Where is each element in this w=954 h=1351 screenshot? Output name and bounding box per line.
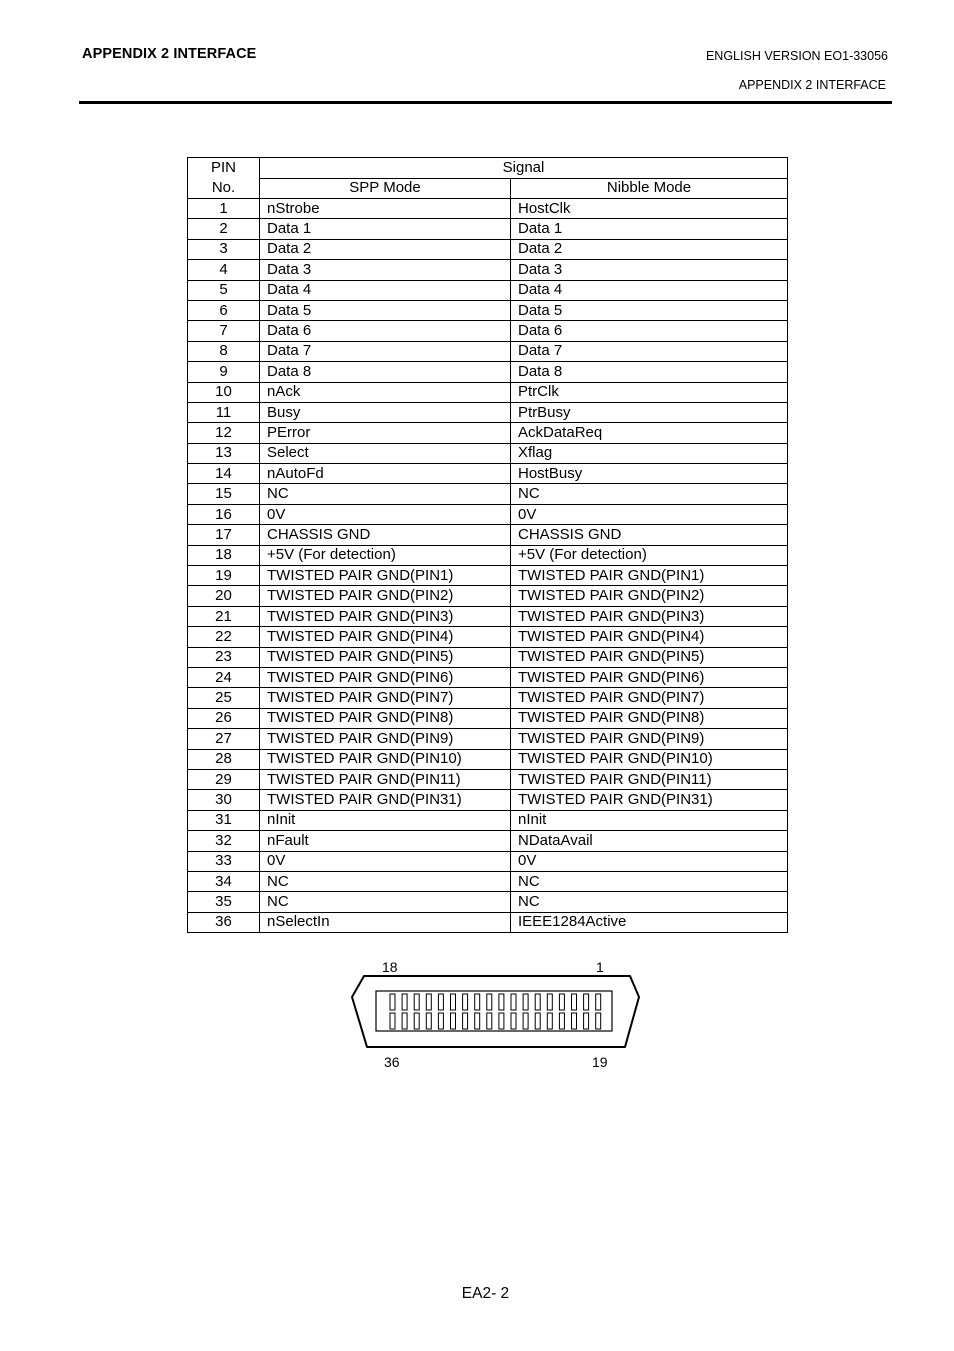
pin-number: 34	[188, 871, 260, 891]
spp-signal: 0V	[260, 851, 511, 871]
header-version: ENGLISH VERSION EO1-33056	[705, 49, 888, 63]
pin-header-line2: No.	[211, 179, 236, 196]
spp-mode-header: SPP Mode	[260, 178, 511, 199]
table-row	[188, 729, 788, 749]
nibble-signal: TWISTED PAIR GND(PIN31)	[511, 790, 788, 810]
spp-signal: CHASSIS GND	[260, 525, 511, 545]
table-row	[188, 545, 788, 565]
spp-signal: TWISTED PAIR GND(PIN31)	[260, 790, 511, 810]
table-row	[188, 851, 788, 871]
spp-signal: TWISTED PAIR GND(PIN2)	[260, 586, 511, 606]
pin-header-line1: PIN	[210, 159, 236, 176]
spp-signal: TWISTED PAIR GND(PIN1)	[260, 566, 511, 586]
table-row	[188, 464, 788, 484]
nibble-signal: TWISTED PAIR GND(PIN6)	[511, 667, 788, 687]
connector-pin-lower	[584, 1013, 589, 1029]
nibble-signal: PtrBusy	[511, 402, 788, 422]
nibble-signal: Xflag	[511, 443, 788, 463]
nibble-signal: TWISTED PAIR GND(PIN7)	[511, 688, 788, 708]
nibble-signal: Data 3	[511, 260, 788, 280]
nibble-signal: PtrClk	[511, 382, 788, 402]
nibble-signal: TWISTED PAIR GND(PIN1)	[511, 566, 788, 586]
pin-number: 10	[188, 382, 260, 402]
pin-number: 23	[188, 647, 260, 667]
nibble-signal: AckDataReq	[511, 423, 788, 443]
spp-signal: nStrobe	[260, 199, 511, 219]
nibble-signal: IEEE1284Active	[511, 912, 788, 932]
table-row	[188, 219, 788, 239]
pin-number: 31	[188, 810, 260, 830]
spp-signal: Data 2	[260, 239, 511, 259]
pin-number: 15	[188, 484, 260, 504]
table-row	[188, 566, 788, 586]
connector-pin-lower	[390, 1013, 395, 1029]
table-row	[188, 341, 788, 361]
spp-signal: nFault	[260, 831, 511, 851]
spp-signal: nSelectIn	[260, 912, 511, 932]
header-title: APPENDIX 2 INTERFACE	[82, 46, 257, 62]
table-row	[188, 647, 788, 667]
spp-signal: TWISTED PAIR GND(PIN7)	[260, 688, 511, 708]
nibble-signal: nInit	[511, 810, 788, 830]
spp-signal: Data 8	[260, 362, 511, 382]
table-row	[188, 708, 788, 728]
spp-signal: TWISTED PAIR GND(PIN5)	[260, 647, 511, 667]
nibble-signal: 0V	[511, 504, 788, 524]
nibble-signal: Data 7	[511, 341, 788, 361]
connector-pin-upper	[535, 994, 540, 1010]
signal-header: Signal	[260, 158, 788, 179]
connector-pin-lower	[451, 1013, 456, 1029]
table-row	[188, 606, 788, 626]
pin-number: 17	[188, 525, 260, 545]
nibble-signal: TWISTED PAIR GND(PIN4)	[511, 627, 788, 647]
connector-pin-upper	[487, 994, 492, 1010]
nibble-mode-header: Nibble Mode	[511, 178, 788, 199]
spp-signal: TWISTED PAIR GND(PIN11)	[260, 769, 511, 789]
pin-number: 13	[188, 443, 260, 463]
connector-pins	[390, 994, 601, 1029]
nibble-signal: TWISTED PAIR GND(PIN3)	[511, 606, 788, 626]
pin-number: 18	[188, 545, 260, 565]
spp-signal: nAck	[260, 382, 511, 402]
pin-number: 16	[188, 504, 260, 524]
nibble-signal: Data 8	[511, 362, 788, 382]
nibble-signal: NDataAvail	[511, 831, 788, 851]
nibble-signal: TWISTED PAIR GND(PIN8)	[511, 708, 788, 728]
table-row	[188, 239, 788, 259]
pin-number: 6	[188, 300, 260, 320]
spp-signal: Data 3	[260, 260, 511, 280]
pin-number: 9	[188, 362, 260, 382]
connector-pin-lower	[487, 1013, 492, 1029]
pin-number-header	[188, 158, 260, 199]
nibble-signal: NC	[511, 871, 788, 891]
table-row	[188, 627, 788, 647]
page-footer	[0, 1285, 954, 1303]
spp-signal: TWISTED PAIR GND(PIN9)	[260, 729, 511, 749]
table-row	[188, 769, 788, 789]
connector-pin-upper	[390, 994, 395, 1010]
table-row	[188, 831, 788, 851]
connector-pin-upper	[402, 994, 407, 1010]
spp-signal: Data 5	[260, 300, 511, 320]
connector-pin-lower	[438, 1013, 443, 1029]
nibble-signal: NC	[511, 484, 788, 504]
pin-assignment-table	[187, 157, 788, 933]
connector-pin-lower	[572, 1013, 577, 1029]
pin-number: 25	[188, 688, 260, 708]
pin-number: 21	[188, 606, 260, 626]
connector-pin-lower	[402, 1013, 407, 1029]
connector-pin-lower	[523, 1013, 528, 1029]
pin-number: 1	[188, 199, 260, 219]
spp-signal: TWISTED PAIR GND(PIN3)	[260, 606, 511, 626]
connector-pin-upper	[414, 994, 419, 1010]
nibble-signal: HostClk	[511, 199, 788, 219]
nibble-signal: 0V	[511, 851, 788, 871]
table-row	[188, 280, 788, 300]
connector-label-36: 36	[384, 1054, 400, 1070]
spp-signal: PError	[260, 423, 511, 443]
table-row	[188, 382, 788, 402]
table-row	[188, 892, 788, 912]
spp-signal: +5V (For detection)	[260, 545, 511, 565]
spp-signal: Select	[260, 443, 511, 463]
spp-signal: TWISTED PAIR GND(PIN6)	[260, 667, 511, 687]
pin-number: 32	[188, 831, 260, 851]
nibble-signal: TWISTED PAIR GND(PIN10)	[511, 749, 788, 769]
connector-pin-lower	[414, 1013, 419, 1029]
table-row	[188, 871, 788, 891]
connector-label-18: 18	[382, 959, 398, 975]
centronics-connector-diagram	[345, 955, 645, 1075]
connector-pin-lower	[596, 1013, 601, 1029]
connector-pin-upper	[523, 994, 528, 1010]
connector-pin-upper	[438, 994, 443, 1010]
table-row	[188, 504, 788, 524]
spp-signal: TWISTED PAIR GND(PIN8)	[260, 708, 511, 728]
pin-number: 4	[188, 260, 260, 280]
pin-number: 11	[188, 402, 260, 422]
spp-signal: Data 7	[260, 341, 511, 361]
connector-pin-upper	[475, 994, 480, 1010]
pin-number: 12	[188, 423, 260, 443]
nibble-signal: HostBusy	[511, 464, 788, 484]
table-row	[188, 300, 788, 320]
spp-signal: Data 4	[260, 280, 511, 300]
table-row	[188, 362, 788, 382]
nibble-signal: CHASSIS GND	[511, 525, 788, 545]
nibble-signal: Data 6	[511, 321, 788, 341]
spp-signal: nInit	[260, 810, 511, 830]
pin-number: 7	[188, 321, 260, 341]
connector-pin-lower	[535, 1013, 540, 1029]
nibble-signal: TWISTED PAIR GND(PIN2)	[511, 586, 788, 606]
connector-pin-upper	[596, 994, 601, 1010]
table-row	[188, 199, 788, 219]
connector-pin-upper	[511, 994, 516, 1010]
connector-pin-upper	[572, 994, 577, 1010]
table-row	[188, 688, 788, 708]
nibble-signal: NC	[511, 892, 788, 912]
pin-number: 2	[188, 219, 260, 239]
pin-number: 19	[188, 566, 260, 586]
spp-signal: Data 1	[260, 219, 511, 239]
nibble-signal: Data 5	[511, 300, 788, 320]
table-row	[188, 790, 788, 810]
pin-number: 35	[188, 892, 260, 912]
connector-pin-lower	[475, 1013, 480, 1029]
nibble-signal: +5V (For detection)	[511, 545, 788, 565]
nibble-signal: Data 4	[511, 280, 788, 300]
page-number: EA2- 2	[461, 1285, 510, 1302]
pin-number: 14	[188, 464, 260, 484]
table-row	[188, 586, 788, 606]
connector-pin-upper	[584, 994, 589, 1010]
pin-number: 29	[188, 769, 260, 789]
nibble-signal: Data 2	[511, 239, 788, 259]
spp-signal: NC	[260, 892, 511, 912]
pin-number: 8	[188, 341, 260, 361]
nibble-signal: TWISTED PAIR GND(PIN5)	[511, 647, 788, 667]
spp-signal: TWISTED PAIR GND(PIN4)	[260, 627, 511, 647]
nibble-signal: TWISTED PAIR GND(PIN9)	[511, 729, 788, 749]
connector-pin-lower	[511, 1013, 516, 1029]
pin-number: 5	[188, 280, 260, 300]
connector-pin-upper	[559, 994, 564, 1010]
table-row	[188, 423, 788, 443]
spp-signal: TWISTED PAIR GND(PIN10)	[260, 749, 511, 769]
pin-number: 28	[188, 749, 260, 769]
connector-pin-upper	[547, 994, 552, 1010]
pin-number: 27	[188, 729, 260, 749]
header-rule	[79, 101, 892, 104]
connector-pin-upper	[426, 994, 431, 1010]
pin-number: 3	[188, 239, 260, 259]
connector-pin-upper	[499, 994, 504, 1010]
spp-signal: Data 6	[260, 321, 511, 341]
table-row	[188, 525, 788, 545]
connector-pin-upper	[463, 994, 468, 1010]
table-row	[188, 321, 788, 341]
nibble-signal: TWISTED PAIR GND(PIN11)	[511, 769, 788, 789]
table-row	[188, 484, 788, 504]
spp-signal: Busy	[260, 402, 511, 422]
table-row	[188, 667, 788, 687]
connector-label-1: 1	[596, 959, 604, 975]
header-section: APPENDIX 2 INTERFACE	[738, 78, 886, 92]
connector-pin-lower	[463, 1013, 468, 1029]
connector-pin-lower	[547, 1013, 552, 1029]
connector-pin-lower	[499, 1013, 504, 1029]
table-row	[188, 912, 788, 932]
table-row	[188, 749, 788, 769]
connector-pin-lower	[559, 1013, 564, 1029]
spp-signal: 0V	[260, 504, 511, 524]
nibble-signal: Data 1	[511, 219, 788, 239]
connector-pin-lower	[426, 1013, 431, 1029]
table-row	[188, 810, 788, 830]
connector-shell	[352, 976, 639, 1047]
pin-number: 26	[188, 708, 260, 728]
pin-number: 36	[188, 912, 260, 932]
connector-label-19: 19	[592, 1054, 608, 1070]
pin-number: 22	[188, 627, 260, 647]
pin-number: 24	[188, 667, 260, 687]
spp-signal: NC	[260, 871, 511, 891]
pin-number: 30	[188, 790, 260, 810]
table-row	[188, 402, 788, 422]
table-row	[188, 443, 788, 463]
spp-signal: NC	[260, 484, 511, 504]
pin-number: 33	[188, 851, 260, 871]
spp-signal: nAutoFd	[260, 464, 511, 484]
connector-pin-upper	[451, 994, 456, 1010]
pin-number: 20	[188, 586, 260, 606]
table-row	[188, 260, 788, 280]
